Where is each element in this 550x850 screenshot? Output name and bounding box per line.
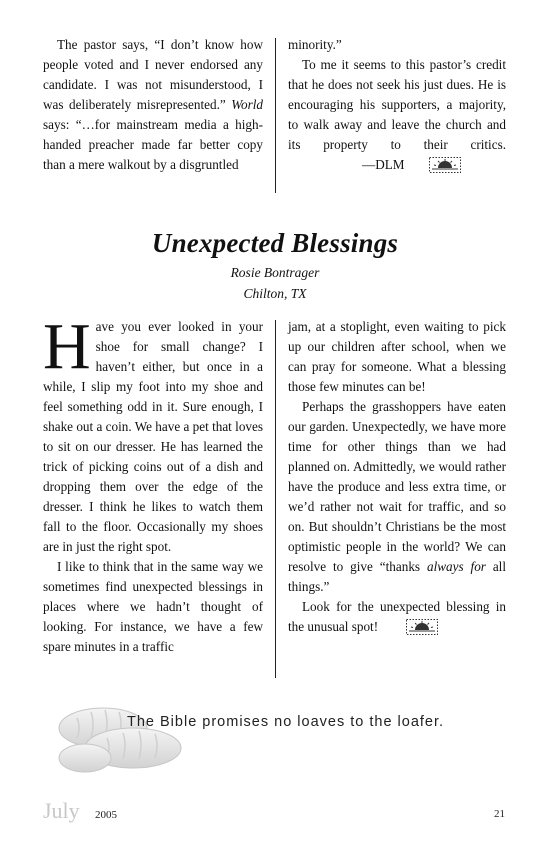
filler-quote-block bbox=[55, 700, 505, 780]
continued-text-2: says: “…for mainstream media a high-handed preacher made far better copy than a mere walkout by a disgruntled bbox=[43, 117, 263, 172]
column-divider-top bbox=[275, 38, 276, 193]
sunrise-icon bbox=[392, 619, 438, 641]
emphasis-always: always bbox=[426, 559, 464, 574]
article-paragraph-4-end: all things.” bbox=[288, 559, 507, 594]
continued-paragraph-final bbox=[288, 55, 506, 179]
continued-final-text: To me it seems to this pastor’s credit that he does not seek his just dues. He is encouraging his supporters, a majority, to walk away and leave the church and its property to their critics. bbox=[288, 57, 506, 152]
article-title: Unexpected Blessings bbox=[151, 228, 399, 258]
continued-article-right-column bbox=[288, 35, 506, 179]
spacer-text bbox=[464, 559, 471, 574]
article-left-column bbox=[43, 310, 263, 657]
article-paragraph-4-text: Perhaps the grasshoppers have eaten our garden. Unexpectedly, we have more time for other things than we had planned on. Admittedly, we would rather have the produce and less extra time, or we’d rather not wait for traffic, and so on. But shouldn’t Christians be the most optimistic people in the world? We can resolve to give “thanks bbox=[288, 399, 506, 574]
drop-cap: H bbox=[43, 310, 91, 383]
continued-article-left-column bbox=[43, 35, 263, 175]
footer-month: July bbox=[43, 798, 80, 823]
article-location: Chilton, TX bbox=[243, 286, 307, 301]
article-paragraph-2: I like to think that in the same way we sometimes find unexpected blessings in places where we hadn’t thought of looking. For instance, we have a few spare minutes in a traffic bbox=[43, 559, 263, 654]
sunrise-icon bbox=[415, 157, 461, 179]
article-paragraph-4 bbox=[288, 397, 506, 597]
article-author: Rosie Bontrager bbox=[230, 265, 320, 280]
article-right-column bbox=[288, 317, 506, 641]
article-paragraph-5 bbox=[288, 597, 506, 641]
article-paragraph-5-text: Look for the unexpected blessing in the unusual spot! bbox=[288, 599, 506, 634]
continued-paragraph bbox=[43, 35, 263, 175]
footer-year: 2005 bbox=[95, 809, 117, 821]
article-paragraph-1-text: ave you ever looked in your shoe for small change? I haven’t either, but once in a while, I slip my foot into my shoe and feel something odd in it. Sure enough, I shake out a coin. We have a pet that loves to sit on our dresser. He has learned the trick of picking coins out of a dish and dropping them over the edge of the dresser. I think he likes to watch them fall to the floor. Occasionally my shoes are in just the right spot. bbox=[43, 319, 263, 554]
article-paragraph-1 bbox=[43, 310, 263, 557]
emphasis-for: for bbox=[470, 559, 486, 574]
continued-text-1: The pastor says, “I don’t know how people voted and I never endorsed any candidate. I was not misunderstood, I was deliberately misrepresented.” bbox=[43, 37, 263, 112]
column-divider-bottom bbox=[275, 320, 276, 678]
filler-quote: The Bible promises no loaves to the loafer. bbox=[127, 714, 445, 730]
author-signature: —DLM bbox=[362, 157, 405, 172]
world-magazine-title: World bbox=[231, 97, 263, 112]
page-number: 21 bbox=[494, 808, 505, 820]
continued-paragraph-end: minority.” bbox=[288, 37, 342, 52]
bread-loaves-icon bbox=[55, 700, 215, 780]
article-paragraph-3: jam, at a stoplight, even waiting to pick up our children after school, when we can pray for someone. What a blessing those few minutes can be! bbox=[288, 319, 506, 394]
